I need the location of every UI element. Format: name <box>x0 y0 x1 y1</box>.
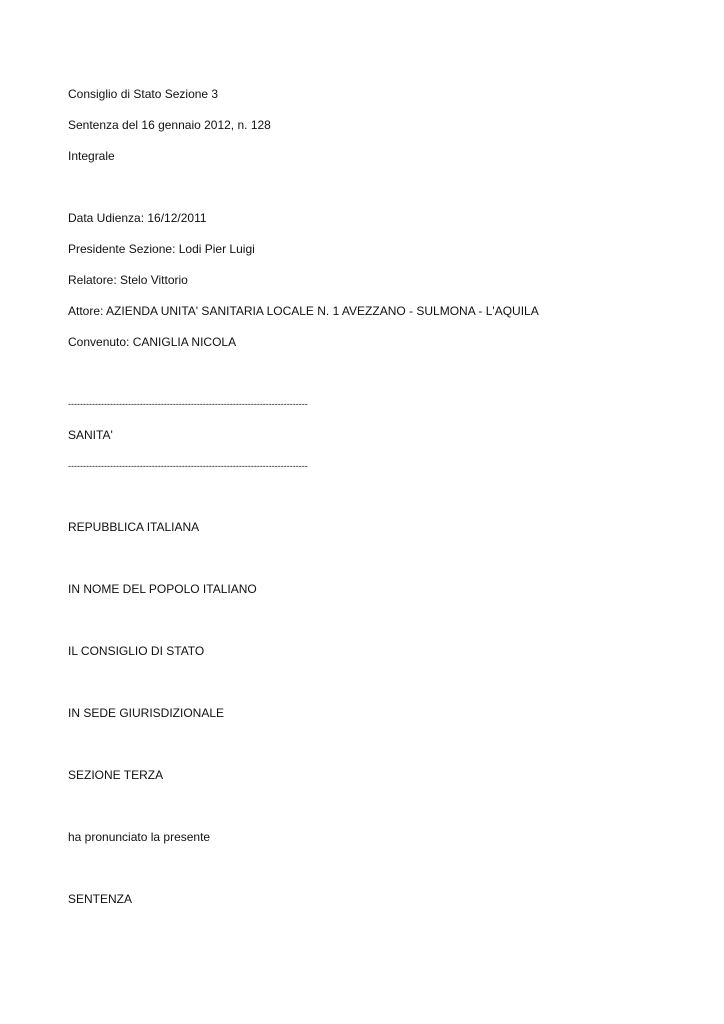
plaintiff: Attore: AZIENDA UNITA' SANITARIA LOCALE N. 1 AVEZZANO - SULMONA - L'AQUILA <box>68 304 539 318</box>
pronounced-line: ha pronunciato la presente <box>68 830 211 844</box>
topic-label: SANITA' <box>68 428 113 442</box>
rapporteur: Relatore: Stelo Vittorio <box>68 273 188 287</box>
separator-bottom: -------------------------------------------------------------------------------- <box>68 461 308 471</box>
republic-heading: REPUBBLICA ITALIANA <box>68 520 200 534</box>
council-heading: IL CONSIGLIO DI STATO <box>68 644 205 658</box>
jurisdiction-heading: IN SEDE GIURISDIZIONALE <box>68 706 225 720</box>
hearing-date: Data Udienza: 16/12/2011 <box>68 211 207 225</box>
defendant: Convenuto: CANIGLIA NICOLA <box>68 335 237 349</box>
section-heading: SEZIONE TERZA <box>68 768 164 782</box>
sentence-line: Sentenza del 16 gennaio 2012, n. 128 <box>68 118 271 132</box>
in-name-heading: IN NOME DEL POPOLO ITALIANO <box>68 582 257 596</box>
president: Presidente Sezione: Lodi Pier Luigi <box>68 242 255 256</box>
separator-top: -------------------------------------------------------------------------------- <box>68 399 308 409</box>
document-type: Integrale <box>68 149 115 163</box>
sentenza-heading: SENTENZA <box>68 892 133 906</box>
court-line: Consiglio di Stato Sezione 3 <box>68 87 219 101</box>
